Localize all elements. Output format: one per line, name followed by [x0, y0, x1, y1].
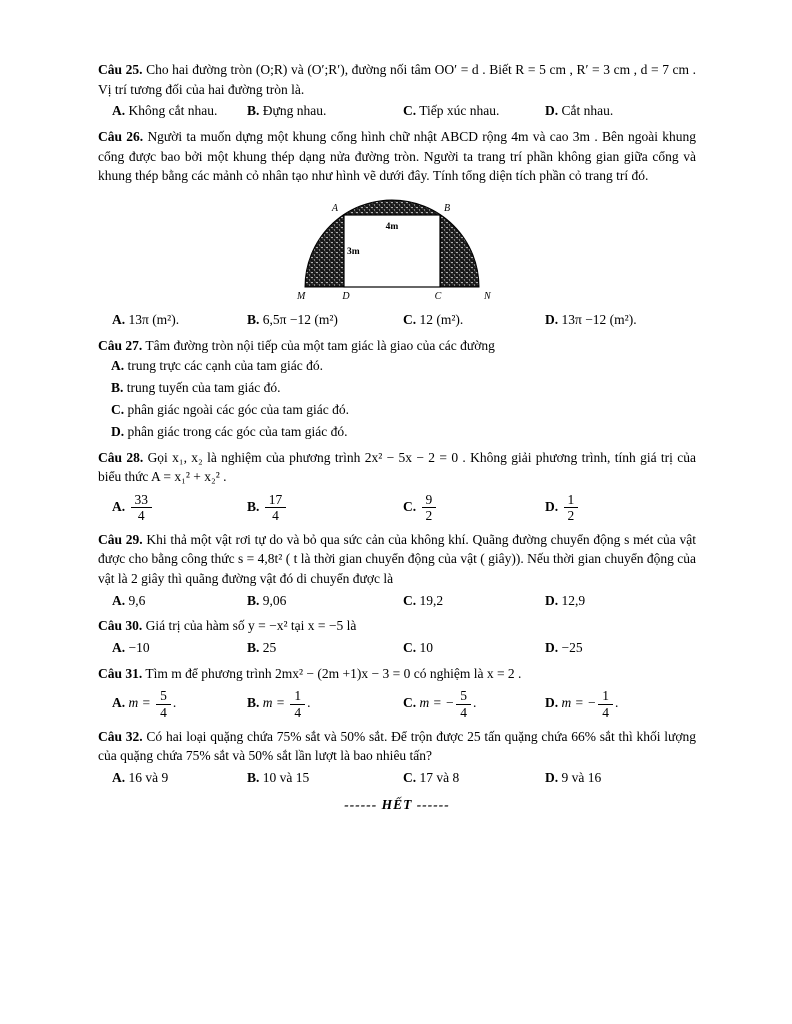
question-27-options [111, 355, 696, 442]
question-27-label: Câu 27. [98, 337, 143, 353]
question-25 [98, 60, 696, 122]
option-text: 10 [419, 639, 433, 655]
option-label: B. [247, 769, 260, 785]
option-d [545, 768, 696, 789]
option-pre: m = − [419, 695, 455, 711]
fraction [456, 688, 471, 720]
question-25-options [112, 101, 696, 122]
fraction-denominator: 4 [160, 704, 167, 720]
question-28-label: Câu 28. [98, 449, 144, 465]
option-d [545, 591, 696, 612]
option-text: −10 [128, 639, 150, 655]
option-label: B. [247, 695, 260, 711]
option-label: C. [403, 103, 417, 119]
option-label: A. [112, 592, 126, 608]
question-31 [98, 664, 696, 721]
option-d [545, 492, 696, 524]
option-text: 13π −12 (m²). [561, 311, 637, 327]
option-text: Tiếp xúc nhau. [419, 103, 500, 119]
option-a [112, 310, 247, 331]
question-31-text [98, 664, 696, 684]
option-text: trung trực các cạnh của tam giác đó. [127, 358, 323, 374]
question-32-options [112, 768, 696, 789]
option-a [112, 688, 247, 720]
question-27 [98, 336, 696, 443]
fraction-numerator: 17 [265, 492, 287, 509]
option-text: 12,9 [561, 592, 586, 608]
option-label: D. [545, 103, 559, 119]
option-b [111, 377, 696, 399]
option-b [247, 492, 403, 524]
fraction-numerator: 1 [290, 688, 305, 705]
fraction-denominator: 4 [460, 704, 467, 720]
question-30-text [98, 616, 696, 636]
question-26-label: Câu 26. [98, 129, 144, 145]
fraction [131, 492, 153, 524]
fraction-denominator: 4 [294, 704, 302, 720]
option-a [112, 101, 247, 122]
question-32-label: Câu 32. [98, 728, 143, 744]
option-b [247, 591, 403, 612]
question-29-options [112, 591, 696, 612]
option-label: D. [545, 695, 559, 711]
fraction-numerator: 9 [422, 492, 437, 509]
option-label: D. [545, 498, 559, 514]
option-a [112, 492, 247, 524]
question-30 [98, 616, 696, 658]
question-28 [98, 448, 696, 524]
option-label: A. [112, 695, 126, 711]
option-pre: m = [128, 695, 155, 711]
option-b [247, 310, 403, 331]
option-a [112, 591, 247, 612]
option-text: 17 và 8 [419, 769, 460, 785]
question-26-options [112, 310, 696, 331]
option-a [112, 768, 247, 789]
figure-width-dim: 4m [385, 221, 399, 232]
option-d [545, 101, 696, 122]
option-d [545, 688, 696, 720]
option-c [403, 492, 545, 524]
option-label: D. [111, 423, 125, 439]
fraction-numerator: 1 [598, 688, 613, 705]
fraction-denominator: 4 [137, 508, 145, 524]
option-text: Không cắt nhau. [128, 103, 218, 119]
option-text: 9 và 16 [561, 769, 602, 785]
question-26-body: Người ta muốn dựng một khung cổng hình chữ nhật ABCD rộng 4m và cao 3m . Bên ngoài khung cổng được bao bởi một khung thép dạng nửa đường tròn. Người ta trang trí phần không gian giữa cổng và khung thép bằng các mảnh cỏ nhân tạo như hình vẽ dưới đây. Tính tổng diện tích phần cỏ trang trí đó. [98, 129, 696, 184]
fraction [422, 492, 437, 524]
question-31-label: Câu 31. [98, 665, 143, 681]
figure-label-b: B [444, 202, 451, 214]
fraction-numerator: 1 [564, 492, 579, 509]
option-label: C. [403, 639, 417, 655]
question-31-options [112, 688, 696, 720]
figure-height-dim: 3m [347, 246, 360, 257]
question-26-text [98, 127, 696, 186]
option-label: B. [247, 592, 260, 608]
option-label: A. [112, 103, 126, 119]
option-b [247, 101, 403, 122]
question-27-text [98, 336, 696, 356]
option-text: 13π (m²). [128, 311, 180, 327]
option-c [403, 591, 545, 612]
question-25-label: Câu 25. [98, 62, 143, 77]
fraction [290, 688, 305, 720]
option-text: −25 [561, 639, 583, 655]
figure-label-a: A [331, 202, 338, 214]
option-text: 25 [262, 639, 277, 655]
option-label: B. [247, 498, 260, 514]
option-d [545, 638, 696, 659]
fraction-numerator: 33 [131, 492, 153, 509]
question-30-body: Giá trị của hàm số y = −x² tại x = −5 là [145, 618, 357, 634]
option-c [403, 101, 545, 122]
end-marker: ------ HẾT ------ [344, 796, 450, 812]
fraction [598, 688, 613, 720]
option-label: D. [545, 592, 559, 608]
option-text: 9,6 [128, 592, 146, 608]
option-post: . [172, 695, 177, 711]
option-label: C. [403, 769, 417, 785]
fraction-numerator: 5 [456, 688, 471, 705]
option-label: C. [111, 401, 125, 417]
option-pre: m = [262, 695, 289, 711]
question-29 [98, 530, 696, 612]
option-post: . [614, 695, 619, 711]
option-c [403, 688, 545, 720]
question-30-options [112, 638, 696, 659]
question-32-body: Có hai loại quặng chứa 75% sắt và 50% sắt. Để trộn được 25 tấn quặng chứa 66% sắt thì khối lượng của quặng chứa 75% sắt và 50% sắt lần lượt là bao nhiêu tấn? [98, 728, 696, 764]
gate-figure-wrap [98, 191, 696, 307]
fraction [156, 688, 171, 720]
option-text: trung tuyến của tam giác đó. [126, 380, 281, 396]
option-label: D. [545, 311, 559, 327]
option-label: D. [545, 639, 559, 655]
question-31-body: Tìm m để phương trình 2mx² − (2m +1)x − 3 = 0 có nghiệm là x = 2 . [145, 665, 522, 681]
gate-figure [291, 191, 503, 303]
option-label: C. [403, 695, 417, 711]
question-32 [98, 727, 696, 789]
question-29-text [98, 530, 696, 589]
question-28-options [112, 492, 696, 524]
option-label: B. [111, 380, 124, 396]
option-label: A. [112, 311, 126, 327]
option-label: A. [112, 639, 126, 655]
option-label: B. [247, 103, 260, 119]
option-text: 6,5π −12 (m²) [262, 311, 338, 327]
option-c [403, 638, 545, 659]
option-label: D. [545, 769, 559, 785]
option-text: phân giác trong các góc của tam giác đó. [127, 423, 348, 439]
figure-label-d: D [342, 290, 350, 302]
fraction-denominator: 4 [272, 508, 279, 524]
option-post: . [307, 695, 311, 711]
option-label: A. [112, 769, 126, 785]
option-c [111, 399, 696, 421]
option-label: A. [111, 358, 125, 374]
option-d [545, 310, 696, 331]
option-a [111, 355, 696, 377]
option-text: Đựng nhau. [262, 103, 327, 119]
question-32-text [98, 727, 696, 766]
fraction-denominator: 4 [602, 704, 609, 720]
figure-label-m: M [297, 290, 306, 302]
option-text: 19,2 [419, 592, 444, 608]
question-25-body: Cho hai đường tròn (O;R) và (O′;R′), đường nối tâm OO′ = d . Biết R = 5 cm , R′ = 3 cm , d = 7 cm . Vị trí tương đối của hai đường tròn là. [98, 62, 696, 97]
figure-label-n: N [484, 290, 491, 302]
option-c [403, 310, 545, 331]
option-label: A. [112, 498, 126, 514]
question-30-label: Câu 30. [98, 618, 143, 634]
question-25-text [98, 60, 696, 99]
option-text: 9,06 [262, 592, 287, 608]
option-label: C. [403, 498, 417, 514]
option-b [247, 638, 403, 659]
fraction-denominator: 2 [567, 508, 575, 524]
question-28-body: Gọi x₁, x₂ là nghiệm của phương trình 2x² − 5x − 2 = 0 . Không giải phương trình, tính giá trị của biểu thức A = x₁² + x₂² . [98, 449, 696, 485]
option-text: 16 và 9 [128, 769, 169, 785]
option-d [111, 421, 696, 443]
option-text: 12 (m²). [419, 311, 464, 327]
option-text: phân giác ngoài các góc của tam giác đó. [127, 401, 350, 417]
option-label: B. [247, 311, 260, 327]
option-a [112, 638, 247, 659]
fraction [265, 492, 287, 524]
fraction-denominator: 2 [425, 508, 433, 524]
option-label: B. [247, 639, 260, 655]
figure-label-c: C [434, 290, 442, 302]
fraction-numerator: 5 [156, 688, 171, 705]
option-b [247, 688, 403, 720]
option-pre: m = − [561, 695, 597, 711]
option-post: . [472, 695, 477, 711]
option-text: 10 và 15 [262, 769, 310, 785]
question-29-body: Khi thả một vật rơi tự do và bỏ qua sức cản của không khí. Quãng đường chuyển động s mét của vật được cho bằng công thức s = 4,8t² ( t là thời gian chuyển động của vật ( giây)). Nếu thời gian chuyển động của vật là 2 giây thì quãng đường vật đó di chuyển được là [98, 531, 697, 586]
question-29-label: Câu 29. [98, 531, 143, 547]
fraction [564, 492, 579, 524]
question-26 [98, 127, 696, 331]
option-c [403, 768, 545, 789]
option-text: Cắt nhau. [561, 103, 614, 119]
option-label: C. [403, 592, 417, 608]
option-b [247, 768, 403, 789]
option-label: C. [403, 311, 417, 327]
question-28-text [98, 448, 696, 487]
question-27-body: Tâm đường tròn nội tiếp của một tam giác là giao của các đường [145, 337, 495, 353]
